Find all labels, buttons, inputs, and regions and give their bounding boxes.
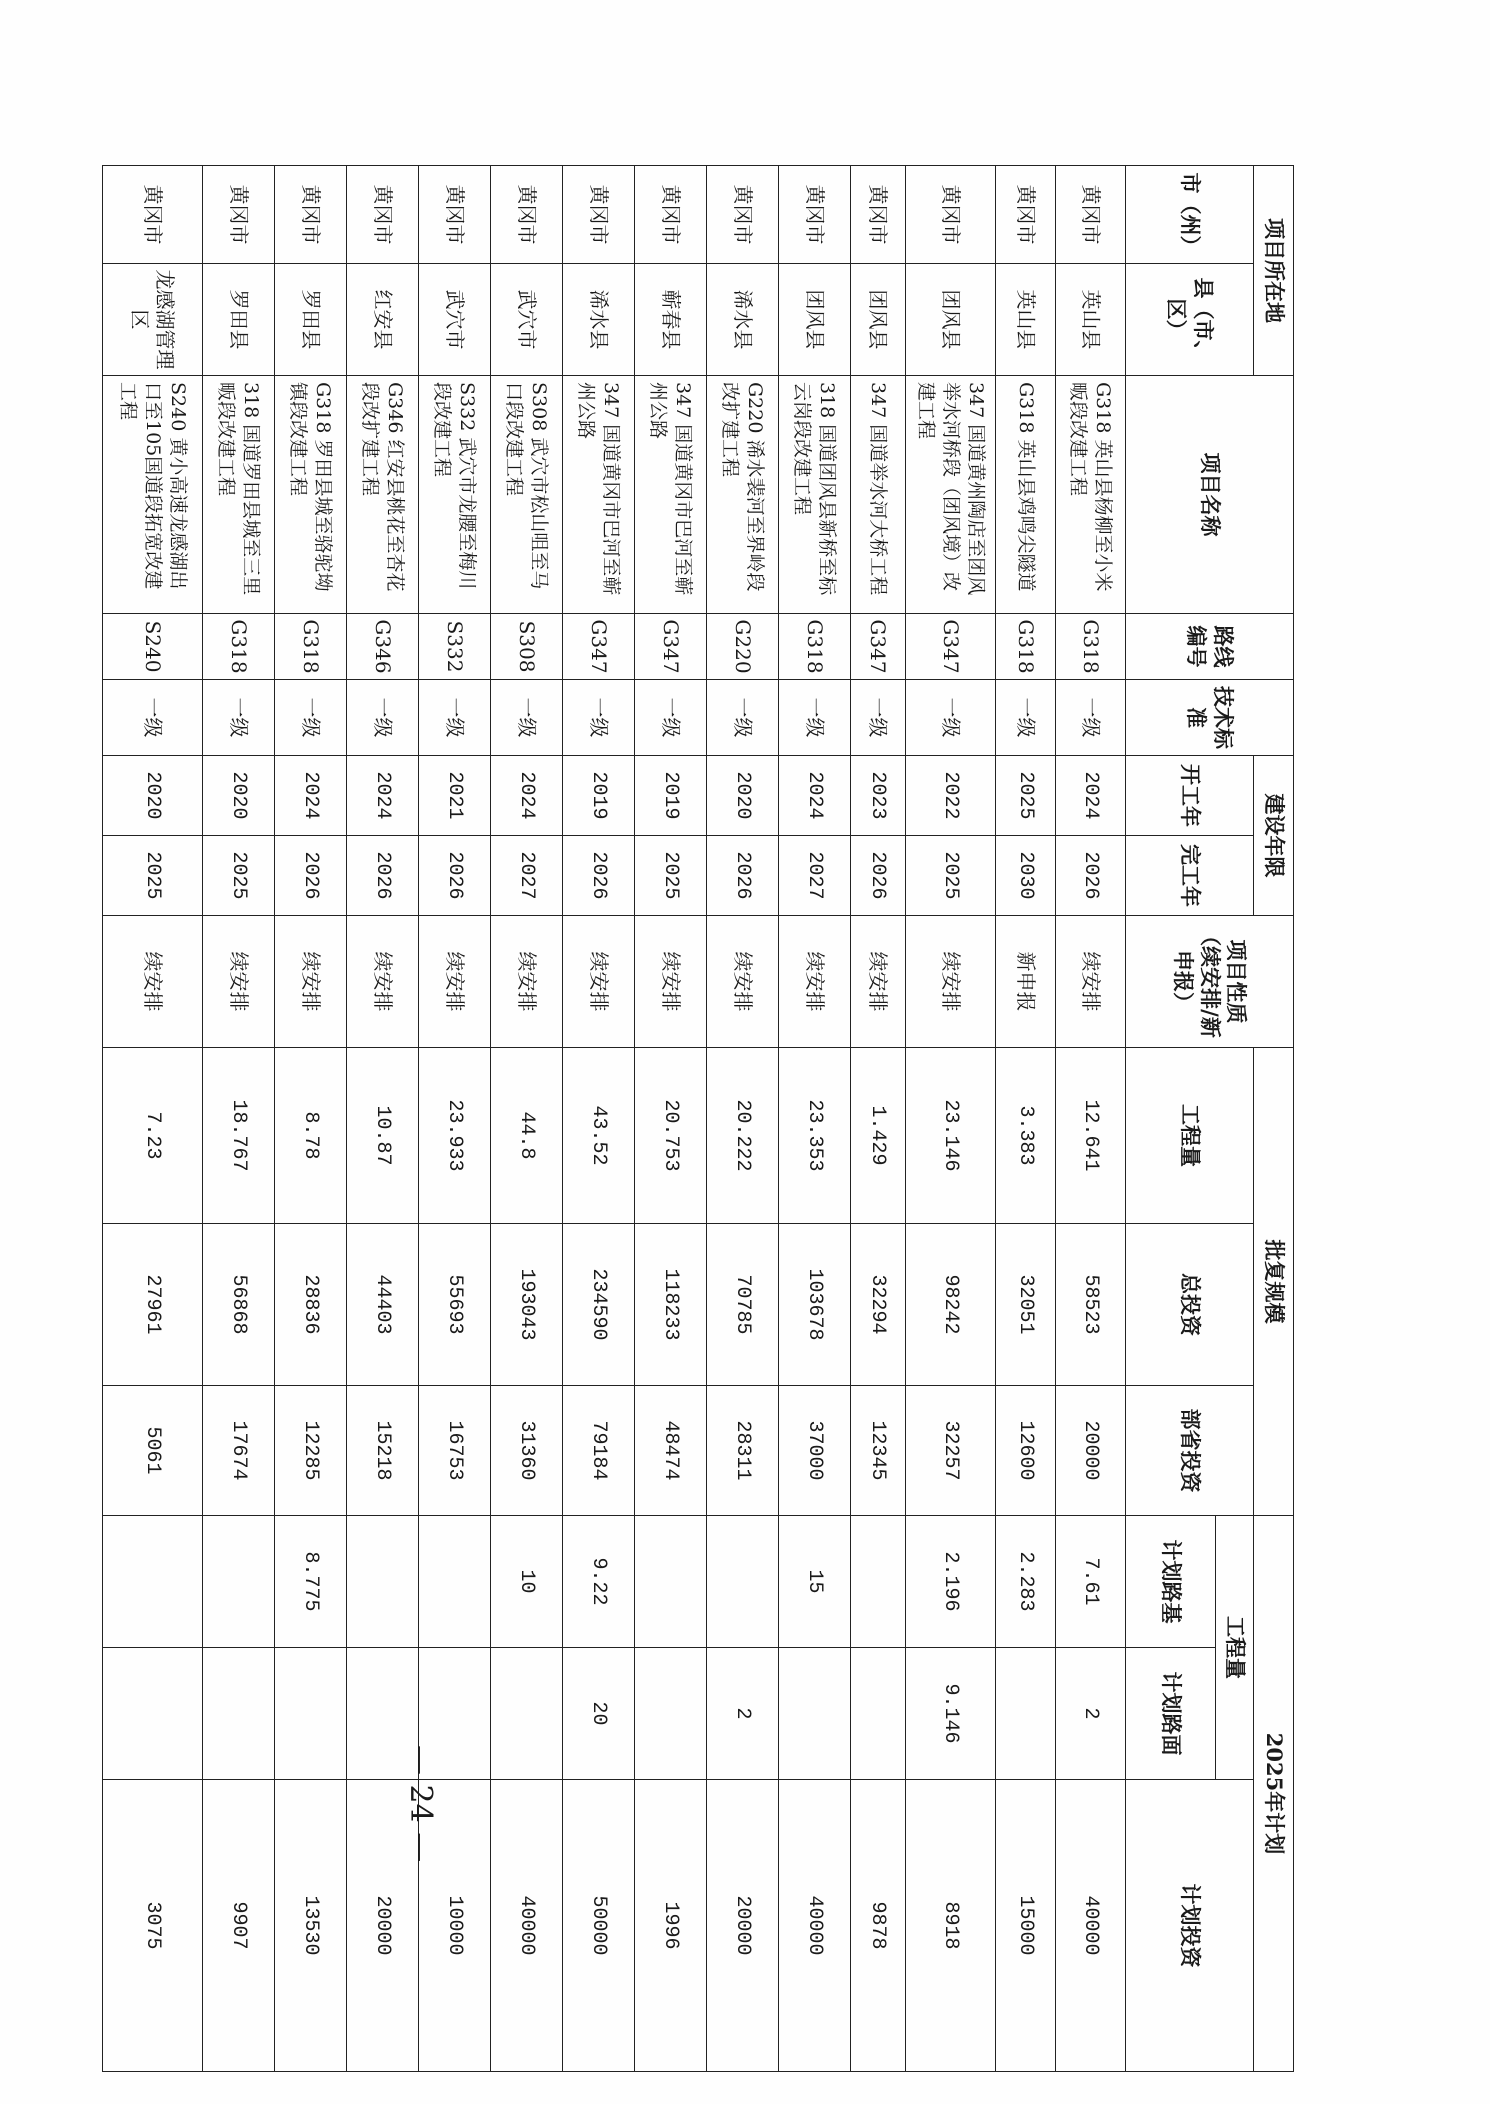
row-start-year: 2023 [851,756,906,836]
row-work-volume: 20.753 [635,1048,707,1224]
row-plan-pavement [851,1648,906,1780]
row-plan-subgrade [851,1516,906,1648]
row-standard: 一级 [347,680,419,756]
row-plan-pavement [275,1648,347,1780]
row-city: 黄冈市 [996,166,1056,264]
row-ministry-province-investment: 31360 [491,1386,563,1516]
header-plan-pavement: 计划路面 [1126,1648,1216,1780]
row-end-year: 2027 [491,836,563,916]
project-table [102,165,1294,2072]
row-plan-investment: 9878 [851,1780,906,2072]
row-county: 英山县 [1056,264,1126,376]
row-plan-investment: 50000 [563,1780,635,2072]
row-plan-pavement: 2 [1056,1648,1126,1780]
row-start-year: 2019 [563,756,635,836]
row-project-name: G318 英山县鸡鸣尖隧道 [996,376,1056,614]
row-ministry-province-investment: 12600 [996,1386,1056,1516]
row-plan-subgrade [635,1516,707,1648]
row-plan-pavement [491,1648,563,1780]
row-county: 英山县 [996,264,1056,376]
row-work-volume: 23.353 [779,1048,851,1224]
row-nature: 续安排 [275,916,347,1048]
row-city: 黄冈市 [203,166,275,264]
row-county: 浠水县 [707,264,779,376]
table-row [779,166,851,2072]
row-total-investment: 103678 [779,1224,851,1386]
row-plan-subgrade: 9.22 [563,1516,635,1648]
row-county: 浠水县 [563,264,635,376]
page-number-text: — 24 — [403,1745,438,1863]
row-standard: 一级 [906,680,996,756]
row-ministry-province-investment: 37000 [779,1386,851,1516]
row-project-name: S240 黄小高速龙感湖出口至105国道段拓宽改建工程 [103,376,203,614]
row-county: 团风县 [779,264,851,376]
row-project-name: G318 罗田县城至骆驼坳镇段改建工程 [275,376,347,614]
row-route: G347 [563,614,635,680]
row-standard: 一级 [635,680,707,756]
row-end-year: 2026 [347,836,419,916]
row-plan-subgrade: 2.283 [996,1516,1056,1648]
row-county: 团风县 [851,264,906,376]
row-nature: 续安排 [347,916,419,1048]
table-row [275,166,347,2072]
row-start-year: 2021 [419,756,491,836]
table-row [906,166,996,2072]
row-plan-pavement [203,1648,275,1780]
row-total-investment: 70785 [707,1224,779,1386]
row-standard: 一级 [851,680,906,756]
row-start-year: 2024 [491,756,563,836]
row-county: 龙感湖管理区 [103,264,203,376]
row-end-year: 2026 [419,836,491,916]
row-county: 团风县 [906,264,996,376]
row-plan-subgrade [419,1516,491,1648]
rotated-table-wrapper [118,165,1294,2071]
table-row [1056,166,1126,2072]
table-row [491,166,563,2072]
row-ministry-province-investment: 20000 [1056,1386,1126,1516]
table-row [851,166,906,2072]
row-project-name: S308 武穴市松山咀至马口段改建工程 [491,376,563,614]
row-work-volume: 12.641 [1056,1048,1126,1224]
row-nature: 续安排 [563,916,635,1048]
row-plan-pavement: 9.146 [906,1648,996,1780]
row-plan-investment: 10000 [419,1780,491,2072]
row-work-volume: 44.8 [491,1048,563,1224]
row-total-investment: 55693 [419,1224,491,1386]
row-route: G318 [996,614,1056,680]
row-nature: 续安排 [491,916,563,1048]
row-standard: 一级 [419,680,491,756]
row-work-volume: 18.767 [203,1048,275,1224]
row-ministry-province-investment: 28311 [707,1386,779,1516]
row-total-investment: 58523 [1056,1224,1126,1386]
row-standard: 一级 [563,680,635,756]
row-plan-investment: 8918 [906,1780,996,2072]
row-route: G318 [779,614,851,680]
row-city: 黄冈市 [563,166,635,264]
row-city: 黄冈市 [707,166,779,264]
row-plan-pavement: 2 [707,1648,779,1780]
row-work-volume: 3.383 [996,1048,1056,1224]
row-plan-pavement: 20 [563,1648,635,1780]
row-total-investment: 56868 [203,1224,275,1386]
row-ministry-province-investment: 15218 [347,1386,419,1516]
row-ministry-province-investment: 12285 [275,1386,347,1516]
table-row [203,166,275,2072]
row-route: S308 [491,614,563,680]
header-total-investment: 总投资 [1126,1224,1254,1386]
row-route: G347 [851,614,906,680]
row-total-investment: 193043 [491,1224,563,1386]
row-end-year: 2026 [1056,836,1126,916]
row-start-year: 2024 [779,756,851,836]
row-project-name: 347 国道黄冈市巴河至蕲州公路 [563,376,635,614]
row-county: 红安县 [347,264,419,376]
row-work-volume: 8.78 [275,1048,347,1224]
row-plan-investment: 13530 [275,1780,347,2072]
header-construction-period: 建设年限 [1254,756,1294,916]
row-total-investment: 32294 [851,1224,906,1386]
row-plan-investment: 40000 [779,1780,851,2072]
row-start-year: 2025 [996,756,1056,836]
table-row [996,166,1056,2072]
row-plan-investment: 9907 [203,1780,275,2072]
row-route: G220 [707,614,779,680]
row-ministry-province-investment: 16753 [419,1386,491,1516]
row-work-volume: 43.52 [563,1048,635,1224]
row-plan-investment: 1996 [635,1780,707,2072]
row-plan-investment: 3075 [103,1780,203,2072]
row-ministry-province-investment: 48474 [635,1386,707,1516]
row-end-year: 2030 [996,836,1056,916]
header-work-volume: 工程量 [1126,1048,1254,1224]
row-project-name: S332 武穴市龙腰至梅川段改建工程 [419,376,491,614]
row-county: 武穴市 [491,264,563,376]
row-county: 武穴市 [419,264,491,376]
row-nature: 续安排 [707,916,779,1048]
row-nature: 续安排 [906,916,996,1048]
row-city: 黄冈市 [851,166,906,264]
row-city: 黄冈市 [635,166,707,264]
header-approved-scale: 批复规模 [1254,1048,1294,1516]
row-project-name: 347 国道黄冈市巴河至蕲州公路 [635,376,707,614]
row-plan-pavement [103,1648,203,1780]
row-city: 黄冈市 [779,166,851,264]
header-county: 县（市、区） [1126,264,1254,376]
table-row [635,166,707,2072]
row-nature: 续安排 [103,916,203,1048]
row-end-year: 2026 [275,836,347,916]
row-route: G318 [203,614,275,680]
row-total-investment: 234590 [563,1224,635,1386]
row-total-investment: 44403 [347,1224,419,1386]
row-standard: 一级 [779,680,851,756]
page-number [403,1745,438,1935]
header-ministry-province-investment: 部省投资 [1126,1386,1254,1516]
row-start-year: 2024 [1056,756,1126,836]
row-end-year: 2025 [103,836,203,916]
row-project-name: G220 浠水裴河至界岭段改扩建工程 [707,376,779,614]
row-nature: 续安排 [635,916,707,1048]
row-route: S240 [103,614,203,680]
row-route: G347 [906,614,996,680]
row-county: 罗田县 [275,264,347,376]
row-city: 黄冈市 [906,166,996,264]
row-end-year: 2025 [906,836,996,916]
row-ministry-province-investment: 79184 [563,1386,635,1516]
row-plan-investment: 20000 [707,1780,779,2072]
row-county: 罗田县 [203,264,275,376]
row-end-year: 2026 [707,836,779,916]
row-project-name: G318 英山县杨柳至小米畈段改建工程 [1056,376,1126,614]
row-project-name: G346 红安县桃花至杏花段改扩建工程 [347,376,419,614]
row-plan-investment: 15000 [996,1780,1056,2072]
row-route: G318 [1056,614,1126,680]
row-plan-pavement [779,1648,851,1780]
row-route: S332 [419,614,491,680]
row-plan-subgrade: 15 [779,1516,851,1648]
row-plan-investment: 40000 [491,1780,563,2072]
row-county: 蕲春县 [635,264,707,376]
row-city: 黄冈市 [103,166,203,264]
header-plan-work-volume: 工程量 [1216,1516,1254,1780]
header-end-year: 完工年 [1126,836,1254,916]
row-total-investment: 28836 [275,1224,347,1386]
row-end-year: 2025 [203,836,275,916]
row-standard: 一级 [491,680,563,756]
header-project-name: 项目名称 [1126,376,1294,614]
row-route: G346 [347,614,419,680]
row-standard: 一级 [707,680,779,756]
row-plan-investment: 40000 [1056,1780,1126,2072]
row-ministry-province-investment: 12345 [851,1386,906,1516]
header-project-nature: 项目性质（续安排/新申报） [1126,916,1294,1048]
row-start-year: 2020 [707,756,779,836]
header-route-no: 路线编号 [1126,614,1294,680]
row-end-year: 2025 [635,836,707,916]
row-start-year: 2020 [103,756,203,836]
header-start-year: 开工年 [1126,756,1254,836]
row-work-volume: 10.87 [347,1048,419,1224]
row-plan-subgrade: 2.196 [906,1516,996,1648]
row-ministry-province-investment: 32257 [906,1386,996,1516]
row-end-year: 2026 [563,836,635,916]
row-total-investment: 98242 [906,1224,996,1386]
header-tech-standard: 技术标准 [1126,680,1294,756]
row-nature: 续安排 [203,916,275,1048]
row-start-year: 2024 [347,756,419,836]
row-nature: 续安排 [419,916,491,1048]
row-standard: 一级 [996,680,1056,756]
row-nature: 续安排 [851,916,906,1048]
table-row [563,166,635,2072]
header-city: 市（州） [1126,166,1254,264]
row-work-volume: 23.146 [906,1048,996,1224]
row-city: 黄冈市 [491,166,563,264]
table-row [707,166,779,2072]
header-plan-subgrade: 计划路基 [1126,1516,1216,1648]
project-table-body [103,166,1126,2072]
row-route: G347 [635,614,707,680]
row-city: 黄冈市 [347,166,419,264]
row-end-year: 2026 [851,836,906,916]
row-city: 黄冈市 [275,166,347,264]
row-ministry-province-investment: 17674 [203,1386,275,1516]
table-row [103,166,203,2072]
row-ministry-province-investment: 5061 [103,1386,203,1516]
row-plan-subgrade [203,1516,275,1648]
row-nature: 新申报 [996,916,1056,1048]
row-city: 黄冈市 [1056,166,1126,264]
row-standard: 一级 [203,680,275,756]
row-total-investment: 27961 [103,1224,203,1386]
row-plan-pavement [635,1648,707,1780]
row-standard: 一级 [1056,680,1126,756]
row-start-year: 2024 [275,756,347,836]
row-project-name: 318 国道团风县新桥至标云岗段改建工程 [779,376,851,614]
row-plan-subgrade: 7.61 [1056,1516,1126,1648]
row-route: G318 [275,614,347,680]
row-nature: 续安排 [779,916,851,1048]
header-plan-2025: 2025年计划 [1254,1516,1294,2072]
row-plan-subgrade: 8.775 [275,1516,347,1648]
row-project-name: 347 国道举水河大桥工程 [851,376,906,614]
row-plan-pavement [996,1648,1056,1780]
row-city: 黄冈市 [419,166,491,264]
row-end-year: 2027 [779,836,851,916]
row-total-investment: 32051 [996,1224,1056,1386]
row-plan-subgrade: 10 [491,1516,563,1648]
header-plan-investment: 计划投资 [1126,1780,1254,2072]
row-project-name: 347 国道黄州陶店至团风举水河桥段（团风境）改建工程 [906,376,996,614]
row-start-year: 2020 [203,756,275,836]
row-plan-investment: 20000 [347,1780,419,2072]
row-plan-subgrade [103,1516,203,1648]
row-start-year: 2022 [906,756,996,836]
row-standard: 一级 [103,680,203,756]
row-work-volume: 23.933 [419,1048,491,1224]
row-nature: 续安排 [1056,916,1126,1048]
row-work-volume: 20.222 [707,1048,779,1224]
row-plan-subgrade [707,1516,779,1648]
row-plan-subgrade [347,1516,419,1648]
row-work-volume: 7.23 [103,1048,203,1224]
row-project-name: 318 国道罗田县城至三里畈段改建工程 [203,376,275,614]
header-project-location: 项目所在地 [1254,166,1294,376]
row-work-volume: 1.429 [851,1048,906,1224]
row-total-investment: 118233 [635,1224,707,1386]
row-start-year: 2019 [635,756,707,836]
row-standard: 一级 [275,680,347,756]
